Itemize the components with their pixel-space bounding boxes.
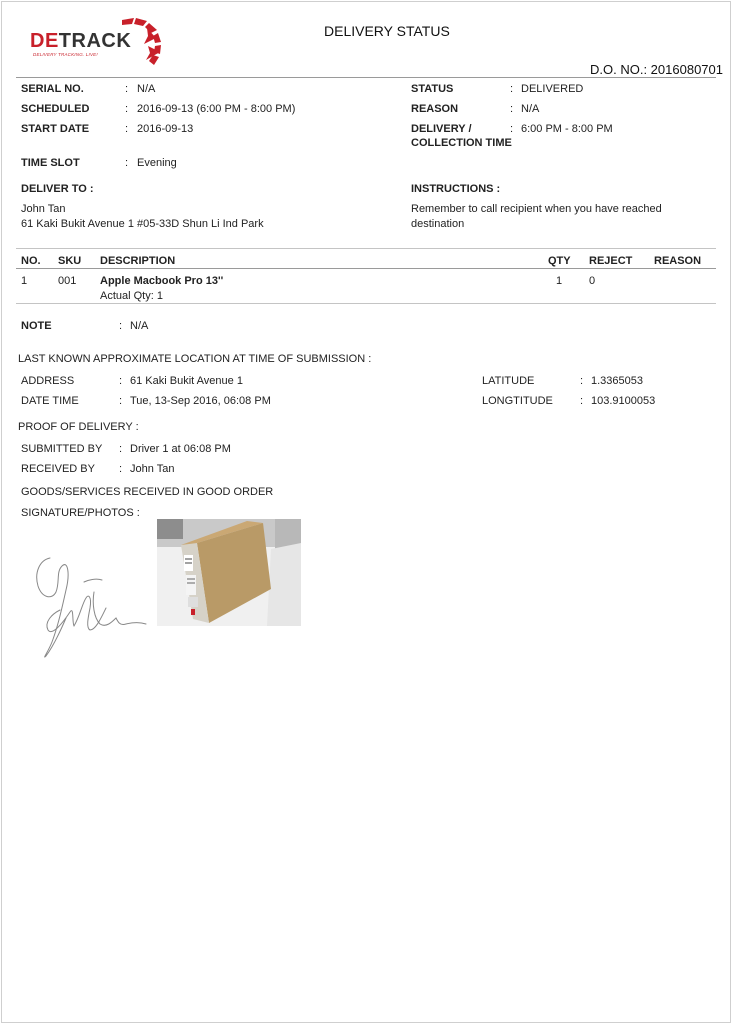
colon: :	[510, 83, 514, 95]
colon: :	[510, 103, 514, 115]
logo-text-track: TRACK	[58, 30, 132, 52]
row-description: Apple Macbook Pro 13''	[100, 275, 224, 287]
note-label: NOTE	[21, 320, 52, 332]
latitude-value: 1.3365053	[591, 375, 643, 387]
deliver-to-address: 61 Kaki Bukit Avenue 1 #05-33D Shun Li Ind Park	[21, 218, 264, 230]
colon: :	[119, 320, 123, 332]
row-qty: 1	[556, 275, 563, 287]
longitude-value: 103.9100053	[591, 395, 656, 407]
recipient-signature	[30, 552, 150, 664]
serial-value: N/A	[137, 83, 156, 95]
note-value: N/A	[130, 320, 149, 332]
submitted-by-label: SUBMITTED BY	[21, 443, 103, 455]
delivery-time-label-line2: COLLECTION TIME	[411, 137, 512, 149]
location-heading: LAST KNOWN APPROXIMATE LOCATION AT TIME OF SUBMISSION :	[18, 353, 372, 365]
col-header-sku: SKU	[58, 255, 82, 267]
instructions-line1: Remember to call recipient when you have reached	[411, 203, 662, 215]
colon: :	[119, 375, 123, 387]
delivery-time-value: 6:00 PM - 8:00 PM	[521, 123, 613, 135]
delivery-time-label-line1: DELIVERY /	[411, 123, 472, 135]
table-header-divider	[16, 268, 716, 269]
delivery-photo	[157, 519, 301, 626]
col-header-qty: QTY	[548, 255, 571, 267]
longitude-label: LONGTITUDE	[482, 395, 553, 407]
address-label: ADDRESS	[21, 375, 75, 387]
deliver-to-name: John Tan	[21, 203, 66, 215]
col-header-description: DESCRIPTION	[100, 255, 176, 267]
datetime-label: DATE TIME	[21, 395, 79, 407]
row-actual-qty: Actual Qty: 1	[100, 290, 163, 302]
deliver-to-label: DELIVER TO :	[21, 183, 94, 195]
proof-heading: PROOF OF DELIVERY :	[18, 421, 139, 433]
colon: :	[119, 443, 123, 455]
colon: :	[580, 395, 584, 407]
col-header-reason: REASON	[654, 255, 702, 267]
start-date-value: 2016-09-13	[137, 123, 194, 135]
signature-photos-label: SIGNATURE/PHOTOS :	[21, 507, 140, 519]
table-bottom-divider	[16, 303, 716, 304]
col-header-no: NO.	[21, 255, 41, 267]
colon: :	[125, 123, 129, 135]
status-label: STATUS	[411, 83, 454, 95]
colon: :	[510, 123, 514, 135]
colon: :	[125, 157, 129, 169]
time-slot-value: Evening	[137, 157, 177, 169]
page-title: DELIVERY STATUS	[324, 23, 450, 39]
received-by-label: RECEIVED BY	[21, 463, 95, 475]
instructions-label: INSTRUCTIONS :	[411, 183, 501, 195]
col-header-reject: REJECT	[589, 255, 633, 267]
received-by-value: John Tan	[130, 463, 175, 475]
time-slot-label: TIME SLOT	[21, 157, 80, 169]
address-value: 61 Kaki Bukit Avenue 1	[130, 375, 243, 387]
row-sku: 001	[58, 275, 77, 287]
start-date-label: START DATE	[21, 123, 90, 135]
colon: :	[119, 395, 123, 407]
goods-received-statement: GOODS/SERVICES RECEIVED IN GOOD ORDER	[21, 486, 274, 498]
submitted-by-value: Driver 1 at 06:08 PM	[130, 443, 231, 455]
status-value: DELIVERED	[521, 83, 584, 95]
colon: :	[580, 375, 584, 387]
instructions-line2: destination	[411, 218, 465, 230]
serial-label: SERIAL NO.	[21, 83, 84, 95]
colon: :	[119, 463, 123, 475]
do-number: D.O. NO.: 2016080701	[590, 62, 723, 77]
scheduled-value: 2016-09-13 (6:00 PM - 8:00 PM)	[137, 103, 296, 115]
reason-label: REASON	[411, 103, 459, 115]
reason-value: N/A	[521, 103, 540, 115]
row-no: 1	[21, 275, 28, 287]
datetime-value: Tue, 13-Sep 2016, 06:08 PM	[130, 395, 271, 407]
detrack-logo	[30, 16, 170, 74]
latitude-label: LATITUDE	[482, 375, 535, 387]
logo-text-de: DE	[30, 30, 59, 52]
colon: :	[125, 103, 129, 115]
row-reject: 0	[589, 275, 596, 287]
logo-wordmark	[30, 30, 131, 53]
header-divider	[16, 77, 716, 78]
colon: :	[125, 83, 129, 95]
scheduled-label: SCHEDULED	[21, 103, 90, 115]
table-top-divider	[16, 248, 716, 249]
logo-tagline: DELIVERY TRACKING. LIVE!	[33, 52, 98, 57]
